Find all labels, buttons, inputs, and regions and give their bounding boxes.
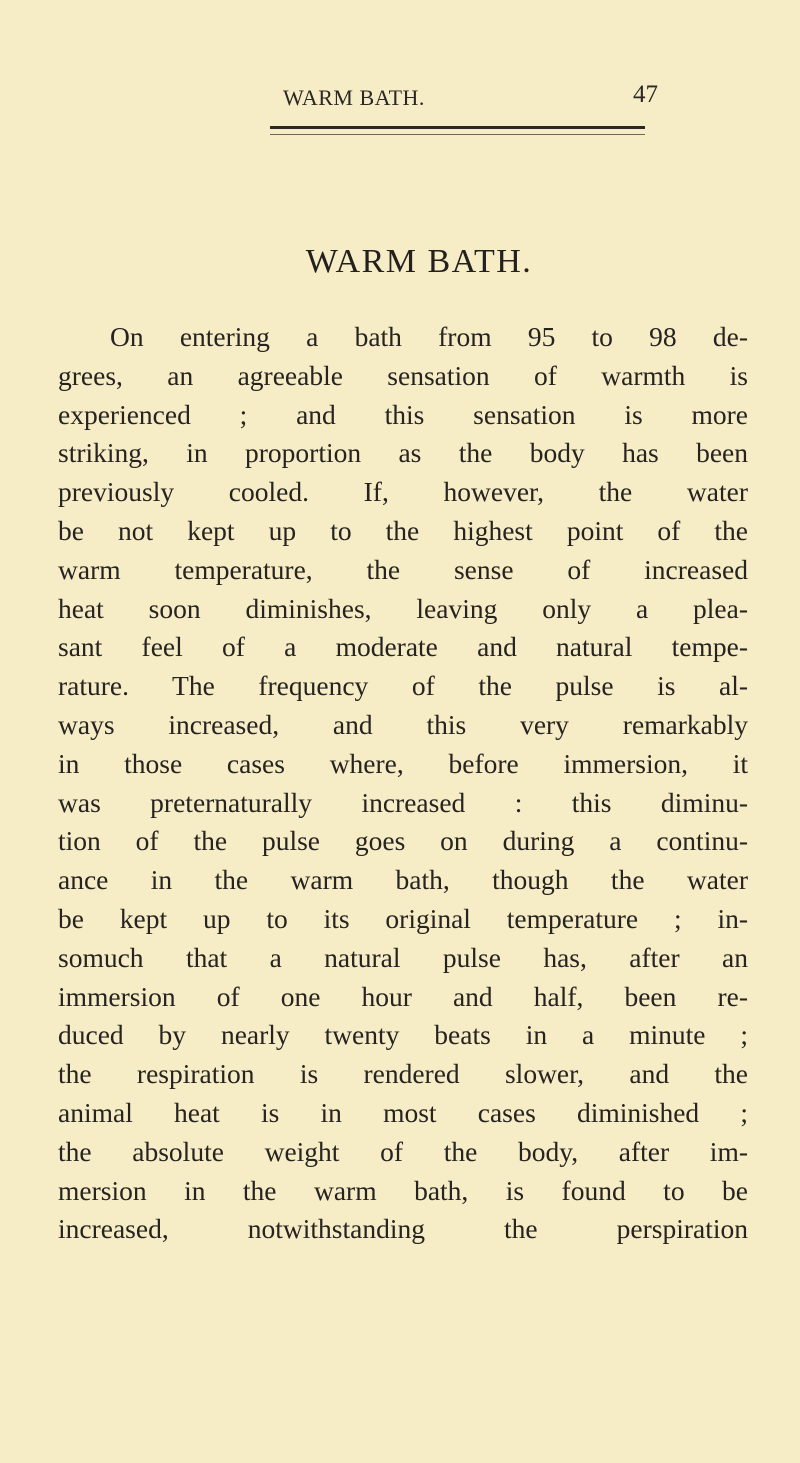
text-line: striking, in proportion as the body has been: [58, 437, 748, 469]
text-line: the respiration is rendered slower, and the: [58, 1058, 748, 1090]
text-line: increased, notwithstanding the perspiration: [58, 1213, 748, 1245]
text-line: in those cases where, before immersion, it: [58, 747, 748, 779]
header-rule-thin: [270, 134, 645, 135]
running-head-title: WARM BATH.: [283, 85, 425, 110]
text-line: duced by nearly twenty beats in a minute ;: [58, 1019, 748, 1051]
text-line: was preternaturally increased : this diminu-: [58, 786, 748, 818]
text-line: mersion in the warm bath, is found to be: [58, 1174, 748, 1206]
header-rule: [270, 126, 645, 129]
text-line: heat soon diminishes, leaving only a plea-: [58, 592, 748, 624]
text-line: rature. The frequency of the pulse is al-: [58, 670, 748, 702]
text-line: grees, an agreeable sensation of warmth is: [58, 359, 748, 391]
running-head: [0, 81, 800, 119]
section-title: WARM BATH.: [305, 243, 533, 280]
text-line: previously cooled. If, however, the water: [58, 476, 748, 508]
text-line: warm temperature, the sense of increased: [58, 553, 748, 585]
text-line: tion of the pulse goes on during a continu-: [58, 825, 748, 857]
text-line: On entering a bath from 95 to 98 de-: [110, 321, 748, 352]
text-line: immersion of one hour and half, been re-: [58, 980, 748, 1012]
text-line: the absolute weight of the body, after im-: [58, 1135, 748, 1167]
body-paragraph: [58, 318, 748, 1249]
text-line: somuch that a natural pulse has, after an: [58, 941, 748, 973]
text-line: be kept up to its original temperature ; in-: [58, 902, 748, 934]
text-line: experienced ; and this sensation is more: [58, 398, 748, 430]
text-line: sant feel of a moderate and natural tempe-: [58, 631, 748, 663]
text-line: ways increased, and this very remarkably: [58, 708, 748, 740]
text-line: ance in the warm bath, though the water: [58, 864, 748, 896]
text-line: be not kept up to the highest point of the: [58, 514, 748, 546]
text-line: animal heat is in most cases diminished ;: [58, 1096, 748, 1128]
page-number: 47: [633, 81, 658, 108]
